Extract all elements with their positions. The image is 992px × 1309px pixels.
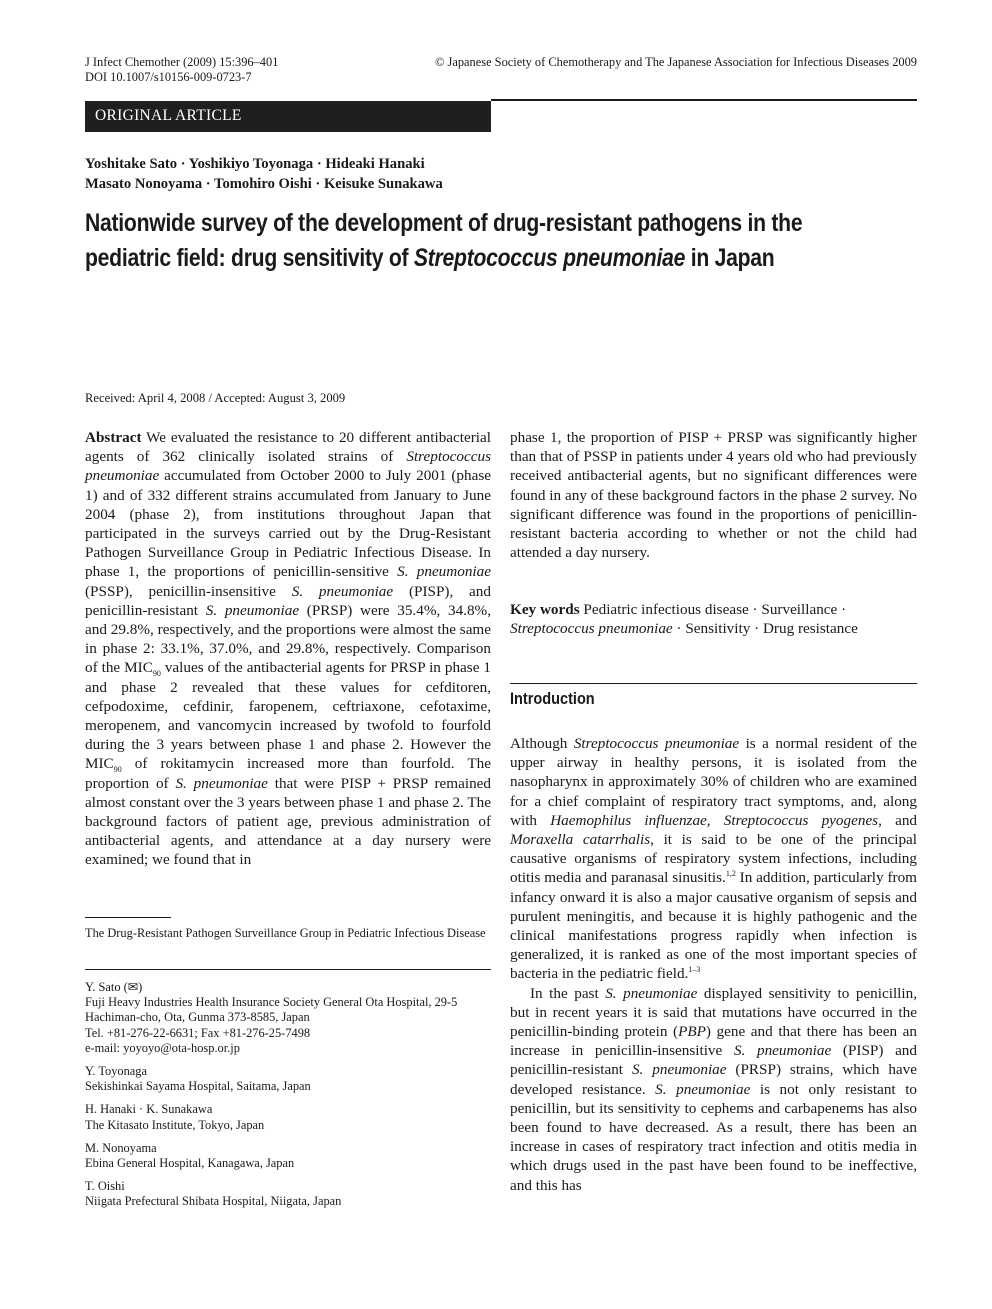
footnote-rule-long: [85, 969, 491, 970]
abstract: [85, 428, 491, 870]
affiliation-address: Ebina General Hospital, Kanagawa, Japan: [85, 1156, 295, 1171]
header-rule: [491, 99, 917, 101]
keywords-label: Key words: [510, 601, 580, 618]
footnote-rule-short: [85, 917, 171, 918]
intro-text: In addition, particularly from infancy onward it is also a major causative organism of sepsis and purulent meningitis, and because it is highly pathogenic and the clinical manifestations progress rapidly when infection is generalized, it is ranked as one of the most important species of bacteria in the pediatric field.: [510, 869, 918, 983]
intro-text: (PRSP) strains, which have developed resistance.: [510, 1061, 917, 1098]
title-text: in Japan: [685, 245, 775, 272]
received-accepted-dates: Received: April 4, 2008 / Accepted: August 3, 2009: [85, 391, 346, 405]
title-species: Streptococcus pneumoniae: [413, 245, 686, 272]
copyright-notice: © Japanese Society of Chemotherapy and The Japanese Association for Infectious Diseases 2009: [435, 55, 917, 69]
keywords-species: Streptococcus pneumoniae: [510, 620, 673, 638]
abstract-text: of rokitamycin increased more than fourfold. The proportion of: [85, 755, 491, 792]
intro-gene: PBP: [678, 1023, 706, 1041]
abstract-text: (PRSP) were 35.4%, 34.8%, and 29.8%, respectively, and the proportions were almost the same in phase 2: 33.1%, 37.0%, and 29.8%, respectively. Comparison of the MIC: [85, 601, 491, 677]
subscript: 90: [113, 765, 122, 775]
abstract-species: S. pneumoniae: [397, 563, 491, 581]
paragraph: [510, 734, 917, 984]
title-line-2: [85, 241, 924, 276]
intro-species: S. pneumoniae: [655, 1080, 751, 1098]
abstract-text: (PISP), and penicillin-resistant: [85, 582, 491, 619]
author-line-1: Yoshitake Sato · Yoshikiyo Toyonaga · Hideaki Hanaki: [85, 156, 425, 172]
journal-reference: J Infect Chemother (2009) 15:396–401: [85, 55, 279, 69]
affiliation-name: Y. Toyonaga: [85, 1064, 147, 1079]
paragraph: [510, 984, 917, 1195]
keywords: [510, 600, 917, 638]
section-rule: [510, 683, 917, 684]
abstract-continued: [510, 428, 917, 562]
intro-species: Streptococcus pneumoniae: [573, 735, 740, 752]
abstract-text: accumulated from October 2000 to July 2001 (phase 1) and of 332 different strains accumulated from January to June 2004 (phase 2), from institutions throughout Japan that participated in the surveys carried out by the Drug-Resistant Pathogen Surveillance Group in Pediatric Infectious Disease. In phase 1, the proportions of penicillin-sensitive: [85, 467, 491, 581]
abstract-species: S. pneumoniae: [205, 601, 300, 619]
affiliation-email: e-mail: yoyoyo@ota-hosp.or.jp: [85, 1040, 240, 1055]
intro-text: Although: [510, 735, 574, 752]
affiliation-name: Y. Sato (✉): [85, 980, 143, 994]
abstract-text: (PSSP), penicillin-insensitive: [85, 582, 292, 600]
citation: 1–3: [688, 965, 701, 975]
affiliation-address: Fuji Heavy Industries Health Insurance Society General Ota Hospital, 29-5 Hachiman-cho, Ota, Gunma 373-8585, Japan: [85, 995, 458, 1025]
affiliation-address: Sekishinkai Sayama Hospital, Saitama, Japan: [85, 1079, 311, 1094]
keywords-text: · Sensitivity · Drug resistance: [672, 620, 858, 638]
introduction-body: [510, 734, 917, 1195]
affiliation-block: [85, 980, 491, 1056]
affiliation-address: The Kitasato Institute, Tokyo, Japan: [85, 1117, 265, 1132]
intro-text: (PISP) and penicillin-resistant: [510, 1042, 917, 1079]
title-text: pediatric field: drug sensitivity of: [85, 245, 414, 272]
author-line-2: Masato Nonoyama · Tomohiro Oishi · Keisuke Sunakawa: [85, 175, 443, 192]
subscript: 90: [152, 669, 161, 679]
section-heading-introduction: Introduction: [510, 690, 595, 708]
affiliation-name: T. Oishi: [85, 1179, 125, 1194]
author-list: [85, 155, 585, 194]
intro-text: is not only resistant to penicillin, but its sensitivity to cephems and carbapenems has also been found to have decreased. As a result, there has been an increase in cases of respiratory tract infection and otitis media in which drugs used in the past have been found to be ineffective, and this has: [510, 1080, 918, 1194]
title-line-1: Nationwide survey of the development of drug-resistant pathogens in the: [85, 210, 803, 237]
intro-species: S. pneumoniae: [605, 984, 698, 1002]
abstract-species: Streptococcus pneumoniae: [85, 448, 491, 485]
affiliations: [85, 980, 491, 1218]
affiliation-address: Niigata Prefectural Shibata Hospital, Niigata, Japan: [85, 1194, 342, 1209]
keywords-text: Pediatric infectious disease · Surveillance ·: [579, 601, 847, 618]
affiliation-block: [85, 1064, 491, 1094]
intro-text: is a normal resident of the upper airway in healthy persons, it is isolated from the nasopharynx in approximately 30% of children who are examined for a chief complaint of respiratory tract symptoms, and, along with: [510, 735, 917, 829]
intro-text: In the past: [530, 984, 606, 1002]
citation: 1,2: [725, 869, 736, 879]
intro-species: Moraxella catarrhalis: [510, 831, 651, 849]
doi: DOI 10.1007/s10156-009-0723-7: [85, 70, 252, 84]
intro-species: S. pneumoniae: [733, 1042, 832, 1060]
abstract-species: S. pneumoniae: [291, 582, 394, 600]
affiliation-phone: Tel. +81-276-22-6631; Fax +81-276-25-7498: [85, 1025, 311, 1040]
affiliation-name: H. Hanaki · K. Sunakawa: [85, 1102, 213, 1117]
intro-species: S. pneumoniae: [631, 1061, 727, 1079]
abstract-text: values of the antibacterial agents for PRSP in phase 1 and phase 2 revealed that these values for cefditoren, cefpodoxime, cefdinir, faropenem, ceftriaxone, cefotaxime, meropenem, and vancomycin increased by twofold to fourfold during the 3 years between phase 1 and phase 2. However the MIC: [85, 659, 491, 773]
intro-text: , it is said to be one of the principal causative organisms of respiratory system infections, including otitis media and paranasal sinusitis.: [510, 831, 917, 887]
intro-text: displayed sensitivity to penicillin, but in recent years it is said that mutations have occurred in the penicillin-binding protein (: [510, 984, 918, 1041]
intro-species: Streptococcus pyogenes: [723, 811, 879, 829]
abstract-text: phase 1, the proportion of PISP + PRSP was significantly higher than that of PSSP in patients under 4 years old who had previously received antibacterial agents, but no significant differences were found in any of these background factors in the phase 2 survey. No significant difference was found in the proportions of penicillin-resistant bacteria according to whether or not the child had attended a day nursery.: [510, 429, 917, 562]
affiliation-block: [85, 1141, 491, 1171]
group-footnote: The Drug-Resistant Pathogen Surveillance Group in Pediatric Infectious Disease: [85, 926, 486, 940]
abstract-species: S. pneumoniae: [175, 774, 268, 792]
affiliation-block: [85, 1179, 491, 1209]
abstract-label: Abstract: [85, 429, 142, 446]
intro-text: ) gene and that there has been an increase in penicillin-insensitive: [510, 1023, 918, 1060]
intro-text: ,: [706, 811, 724, 829]
affiliation-block: [85, 1102, 491, 1132]
article-title: [85, 206, 924, 276]
intro-text: , and: [878, 811, 918, 829]
abstract-text: that were PISP + PRSP remained almost constant over the 3 years between phase 1 and phase 2. The background factors of patient age, previous administration of antibacterial agents, and attendance at a day nursery were examined; we found that in: [85, 774, 491, 869]
abstract-text: We evaluated the resistance to 20 different antibacterial agents of 362 clinically isolated strains of: [85, 429, 491, 466]
affiliation-name: M. Nonoyama: [85, 1140, 157, 1155]
intro-species: Haemophilus influenzae: [550, 811, 707, 829]
article-type-banner: ORIGINAL ARTICLE: [85, 101, 491, 132]
